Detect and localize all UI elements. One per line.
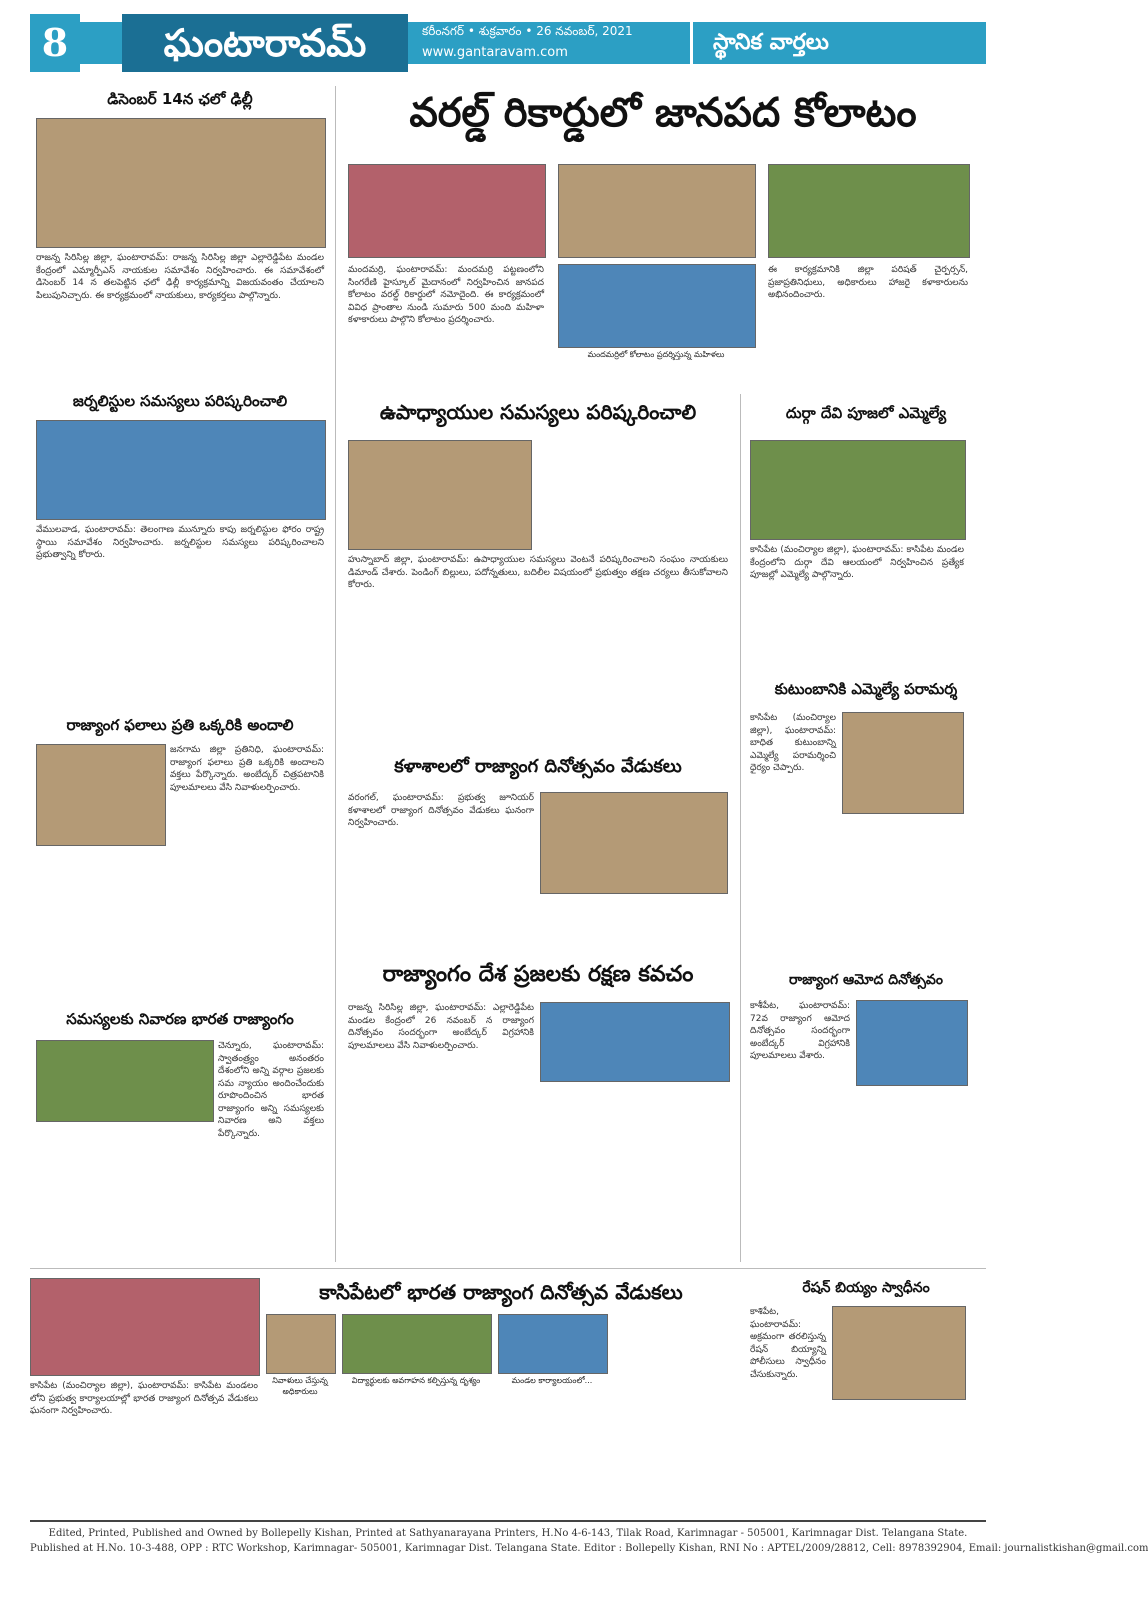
headline: ఉపాధ్యాయుల సమస్యలు పరిష్కరించాలి <box>379 400 697 424</box>
photo-2 <box>342 1314 492 1374</box>
article-protection <box>340 958 736 1258</box>
column-rule <box>740 394 741 1262</box>
headline: రాజ్యాంగం దేశ ప్రజలకు రక్షణ కవచం <box>382 962 694 987</box>
photo <box>832 1306 966 1400</box>
photo-caption: మందమర్రిలో కోలాటం ప్రదర్శిస్తున్న మహిళలు <box>587 350 725 359</box>
body: కాసిపేట (మంచిర్యాల జిల్లా), ఘంటారావమ్: కాసిపేట మండలం లోని ప్రభుత్వ కార్యాలయాల్లో భారత రాజ్యాంగ దినోత్సవ వేడుకలు ఘనంగా నిర్వహించారు. <box>30 1381 258 1416</box>
body: హుస్నాబాద్ జిల్లా, ఘంటారావమ్: ఉపాధ్యాయుల సమస్యలు వెంటనే పరిష్కరించాలని సంఘం నాయకులు డిమాండ్ చేశారు. పెండింగ్ బిల్లులు, పదోన్నతులు, బదిలీల విషయంలో ప్రభుత్వం తక్షణ చర్యలు తీసుకోవాలని కోరారు. <box>348 555 728 590</box>
photo <box>842 712 964 814</box>
headline: వరల్డ్ రికార్డులో జానపద కోలాటం <box>409 90 917 136</box>
headline: రేషన్ బియ్యం స్వాధీనం <box>802 1280 930 1296</box>
caption-1: నివాళులు చేస్తున్న అధికారులు <box>272 1376 328 1396</box>
article-college <box>340 750 736 946</box>
body: జనగామ జిల్లా ప్రతినిధి, ఘంటారావమ్: రాజ్యాంగ ఫలాలు ప్రతి ఒక్కరికి అందాలని వక్తలు పేర్కొన్నారు. అంబేద్కర్ చిత్రపటానికి పూలమాలలు వేసి నివాళులర్పించారు. <box>170 745 324 793</box>
headline: కాసిపేటలో భారత రాజ్యాంగ దినోత్సవ వేడుకలు <box>319 1280 683 1304</box>
headline: రాజ్యాంగ ఫలాలు ప్రతి ఒక్కరికి అందాలి <box>66 716 294 734</box>
place-date: కరీంనగర్ • శుక్రవారం • 26 నవంబర్, 2021 <box>422 24 633 38</box>
article-journalists <box>30 388 330 706</box>
headline: రాజ్యాంగ ఆమోద దినోత్సవం <box>789 972 943 988</box>
photo <box>36 118 326 248</box>
body: కాసిపేట (మంచిర్యాల జిల్లా), ఘంటారావమ్: కాసిపేట మండల కేంద్రంలోని దుర్గా దేవి ఆలయంలో నిర్వహించిన ప్రత్యేక పూజల్లో ఎమ్మెల్యే పాల్గొన్నారు. <box>750 545 964 580</box>
body: రాజన్న సిరిసిల్ల జిల్లా, ఘంటారావమ్: రాజన్న సిరిసిల్ల జిల్లా ఎల్లారెడ్డిపేట మండల కేంద్రంలో ఎమ్మార్పీఎస్ నాయకుల సమావేశం నిర్వహించారు. ఈ సమావేశంలో డిసెంబర్ 14 న తలపెట్టిన ఛలో ఢిల్లీ కార్యక్రమాన్ని విజయవంతం చేయాలని పిలుపునిచ్చారు. ఈ కార్యక్రమంలో నాయకులు, కార్యకర్తలు పాల్గొన్నారు. <box>36 253 324 301</box>
caption-2: విద్యార్థులకు అవగాహన కల్పిస్తున్న దృశ్యం <box>351 1376 481 1385</box>
article-teachers <box>340 394 736 744</box>
page-number: 8 <box>30 14 80 72</box>
headline: కళాశాలలో రాజ్యాంగ దినోత్సవం వేడుకలు <box>394 756 682 777</box>
photo <box>36 420 326 520</box>
photo-3 <box>498 1314 608 1374</box>
body: చెన్నూరు, ఘంటారావమ్: స్వాతంత్ర్యం అనంతరం దేశంలోని అన్ని వర్గాల ప్రజలకు సమ న్యాయం అందించేందుకు రూపొందించిన భారత రాజ్యాంగం అన్ని సమస్యలకు నివారణ అని వక్తలు పేర్కొన్నారు. <box>218 1041 324 1139</box>
photo-4 <box>558 264 756 348</box>
photo-1 <box>266 1314 336 1374</box>
body: కాశిపేట, ఘంటారావమ్: అక్రమంగా తరలిస్తున్న రేషన్ బియ్యాన్ని పోలీసులు స్వాధీనం చేసుకున్నారు. <box>750 1307 826 1380</box>
headline: డిసెంబర్ 14న ఛలో ఢిల్లీ <box>107 90 253 108</box>
column-rule <box>335 86 336 1262</box>
photo <box>36 1040 214 1122</box>
header-meta <box>422 24 662 60</box>
article-ration <box>746 1276 986 1512</box>
headline: సమస్యలకు నివారణ భారత రాజ్యాంగం <box>66 1010 294 1028</box>
imprint-line-1: Edited, Printed, Published and Owned by Bollepelly Kishan, Printed at Sathyanarayana Printers, H.No 4-6-143, Tilak Road, Karimnagar - 505001, Karimnagar Dist. Telangana State. <box>48 1528 968 1539</box>
imprint-footer <box>30 1520 1148 1576</box>
body: వేములవాడ, ఘంటారావమ్: తెలంగాణ మున్నూరు కాపు జర్నలిస్టుల ఫోరం రాష్ట్ర స్థాయి సమావేశం నిర్వహించారు. జర్నలిస్టుల సమస్యలు పరిష్కరించాలని ప్రభుత్వాన్ని కోరారు. <box>36 525 324 560</box>
headline: కుటుంబానికి ఎమ్మెల్యే పరామర్శ <box>774 680 958 698</box>
article-kasipet <box>30 1276 736 1512</box>
photo <box>750 440 966 540</box>
website: www.gantaravam.com <box>422 45 568 60</box>
section-title: స్థానిక వార్తలు <box>690 14 990 72</box>
body: కాశీపేట, ఘంటారావమ్: 72వ రాజ్యాంగ ఆమోద దినోత్సవం సందర్భంగా అంబేద్కర్ విగ్రహానికి పూలమాలలు వేశారు. <box>750 1001 850 1061</box>
body: రాజన్న సిరిసిల్ల జిల్లా, ఘంటారావమ్: ఎల్లారెడ్డిపేట మండల కేంద్రంలో 26 నవంబర్ న రాజ్యాంగ దినోత్సవం సందర్భంగా అంబేద్కర్ విగ్రహానికి పూలమాలలు వేసి నివాళులర్పించారు. <box>348 1003 534 1051</box>
photo <box>540 792 728 894</box>
article-joy <box>746 968 986 1264</box>
photo <box>856 1000 968 1086</box>
masthead: ఘంటారావమ్ <box>122 14 408 72</box>
row-rule <box>30 1268 986 1269</box>
photo-1 <box>348 164 546 258</box>
caption-3: మండల కార్యాలయంలో... <box>511 1376 593 1385</box>
body-2: ఈ కార్యక్రమానికి జిల్లా పరిషత్ చైర్పర్సన్, ప్రజాప్రతినిధులు, అధికారులు హాజరై కళాకారులను అభినందించారు. <box>768 265 968 300</box>
body: కాసిపేట (మంచిర్యాల జిల్లా), ఘంటారావమ్: బాధిత కుటుంబాన్ని ఎమ్మెల్యే పరామర్శించి ధైర్యం చెప్పారు. <box>750 713 836 773</box>
article-delhi <box>30 86 330 386</box>
article-fruits <box>30 712 330 1002</box>
headline: దుర్గా దేవి పూజలో ఎమ్మెల్యే <box>785 404 947 422</box>
article-family <box>746 676 986 960</box>
photo-2 <box>558 164 756 258</box>
photo <box>348 440 532 550</box>
article-world-record <box>340 86 986 380</box>
photo-3 <box>768 164 970 258</box>
article-solution <box>30 1006 330 1262</box>
imprint-line-2: Published at H.No. 10-3-488, OPP : RTC Workshop, Karimnagar- 505001, Karimnagar Dist. Telangana State. Editor : Bollepelly Kishan, RNI No : APTEL/2009/28812, Cell: 8978392904, Email: journalistkishan@gmail.com <box>30 1543 1148 1554</box>
headline: జర్నలిస్టుల సమస్యలు పరిష్కరించాలి <box>72 392 288 410</box>
body: వరంగల్, ఘంటారావమ్: ప్రభుత్వ జూనియర్ కళాశాలలో రాజ్యాంగ దినోత్సవం వేడుకలు ఘనంగా నిర్వహించారు. <box>348 793 534 828</box>
photo-main <box>30 1278 260 1376</box>
article-durga <box>746 400 986 670</box>
page-header <box>30 14 986 72</box>
photo <box>36 744 166 846</box>
photo <box>540 1002 730 1082</box>
body-1: మందమర్రి, ఘంటారావమ్: మందమర్రి పట్టణంలోని సింగరేణి హైస్కూల్ మైదానంలో నిర్వహించిన జానపద కోలాటం వరల్డ్ రికార్డులో నమోదైంది. ఈ కార్యక్రమంలో వివిధ ప్రాంతాల నుండి సుమారు 500 మంది మహిళా కళాకారులు పాల్గొని కోలాటం ప్రదర్శించారు. <box>348 265 544 325</box>
